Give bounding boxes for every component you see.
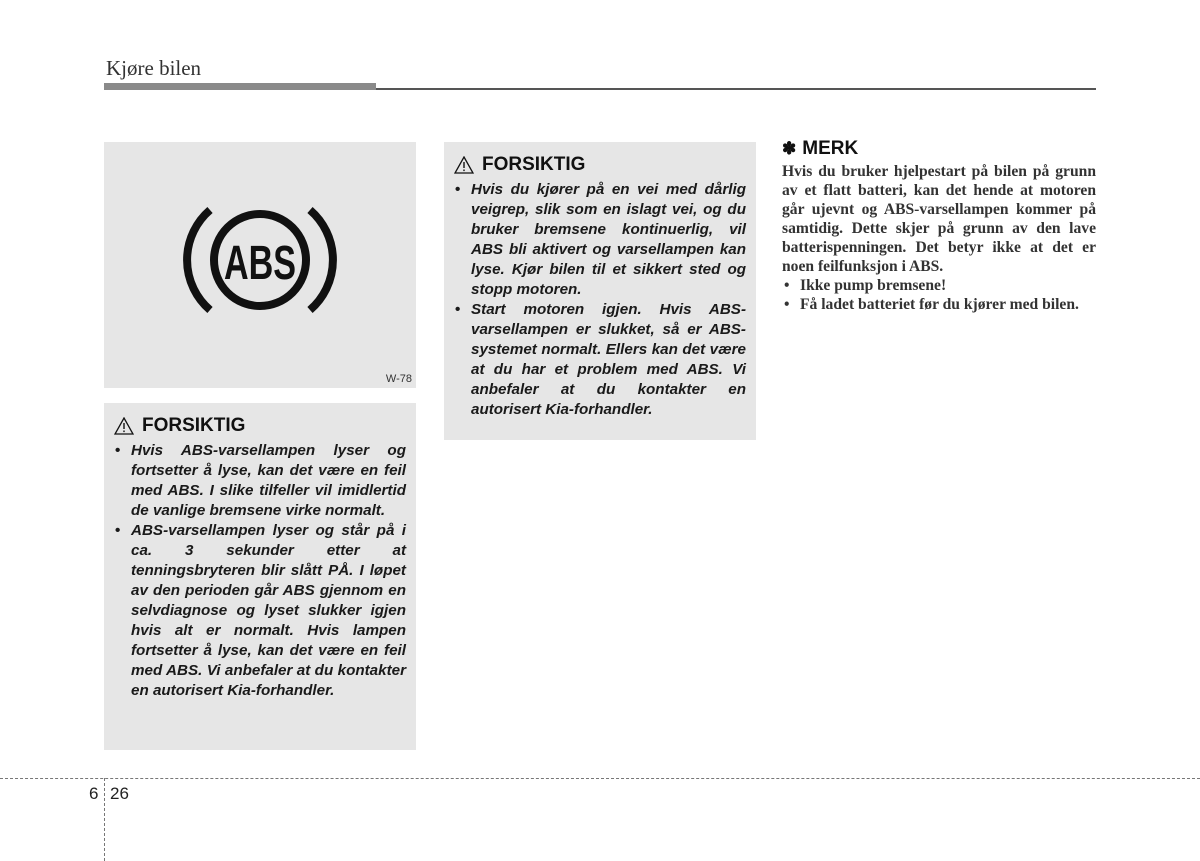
chapter-number: 6 [89,784,99,803]
header-rule-thick [104,83,376,90]
note-title [782,138,1096,160]
note-asterisk-icon: ✽ [782,139,797,158]
footer-divider [104,778,105,861]
caution-box-left [104,403,416,750]
bullet: • [784,296,790,313]
note-item-text: Få ladet batteriet før du kjører med bilen. [800,296,1079,313]
note-title-text: MERK [802,138,859,159]
figure-code: W-78 [385,373,412,385]
caution-item-text: ABS-varsellampen lyser og står på i ca. 3 sekunder etter at tenningsbryteren blir slått PÅ. I løpet av den perioden går ABS gjennom en selvdiagnose og lyset slukker igjen hvis alt er normalt. Hvis lampen fortsetter å lyse, kan det være en feil med ABS. Vi anbefaler at du kontakter en autorisert Kia-forhandler. [131,522,406,699]
caution-item [454,180,746,300]
abs-warning-figure [104,142,416,388]
caution-item-text: Hvis ABS-varsellampen lyser og fortsetter å lyse, kan det være en feil med ABS. I slike tilfeller vil imidlertid de vanlige bremsene virke normalt. [131,442,406,519]
warning-triangle-icon [114,417,134,435]
bullet: • [784,277,790,294]
caution-list [454,180,746,420]
bullet: • [455,301,461,318]
header-rule-thin [376,88,1096,90]
caution-item [114,441,406,521]
note-item-text: Ikke pump bremsene! [800,277,947,294]
footer-rule [0,778,1200,779]
caution-item-text: Hvis du kjører på en vei med dårlig veigrep, slik som en islagt vei, og du bruker bremsene kontinuerlig, vil ABS bli aktivert og varsellampen kan lyse. Kjør bilen til et sikkert sted og stopp motoren. [471,181,746,298]
warning-triangle-icon [454,156,474,174]
abs-symbol-text: ABS [224,237,296,290]
caution-title-text: FORSIKTIG [142,415,246,436]
caution-title-text: FORSIKTIG [482,154,586,175]
caution-item [114,521,406,701]
caution-title [454,154,746,176]
bullet: • [115,522,121,539]
note-section [782,138,1096,314]
page-number: 26 [110,784,129,803]
section-title: Kjøre bilen [106,56,202,80]
caution-item-text: Start motoren igjen. Hvis ABS-varsellampen er slukket, så er ABS-systemet normalt. Ellers kan det være at du har et problem med ABS. Vi anbefaler at du kontakter en autorisert Kia-forhandler. [471,301,746,418]
note-list [782,276,1096,314]
note-paragraph: Hvis du bruker hjelpestart på bilen på grunn av et flatt batteri, kan det hende at motoren går ujevnt og ABS-varsellampen kommer på samtidig. Dette skjer på grunn av den lave batterispenningen. Det betyr ikke at det er noen feilfunksjon i ABS. [782,163,1096,275]
caution-box-middle [444,142,756,440]
bullet: • [115,442,121,459]
caution-list [114,441,406,701]
abs-warning-light-icon [180,200,340,320]
note-item [782,295,1096,314]
caution-item [454,300,746,420]
bullet: • [455,181,461,198]
note-item [782,276,1096,295]
caution-title [114,415,406,437]
